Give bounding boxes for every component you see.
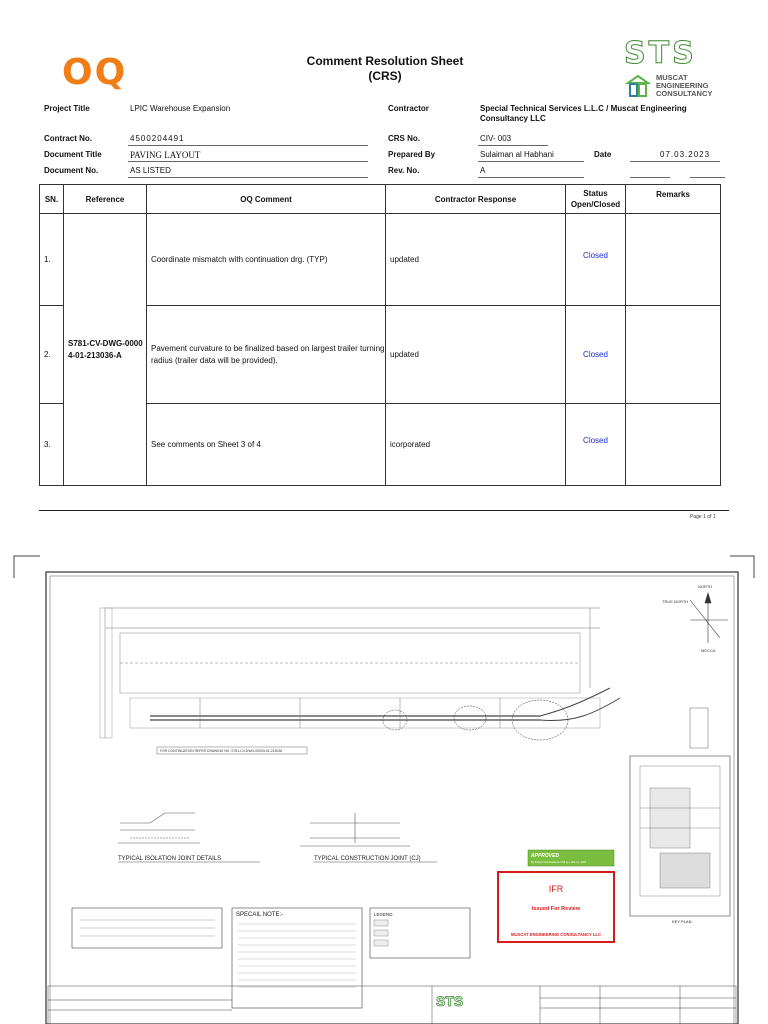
north-label: NORTH	[698, 584, 713, 589]
row-comment: Pavement curvature to be finalized based on largest trailer turning radius (trailer data will be provided).	[147, 306, 386, 404]
oq-logo: OQ	[62, 52, 128, 93]
header-reference: Reference	[64, 185, 147, 214]
legend-title: LEGEND	[374, 912, 393, 917]
row-comment: See comments on Sheet 3 of 4	[147, 404, 386, 486]
doc-no-underline	[128, 166, 368, 178]
contractor-label: Contractor	[388, 104, 429, 113]
header-sn: SN.	[40, 185, 64, 214]
title-block-sts-logo: STS	[436, 993, 464, 1009]
page-number: Page 1 of 1	[690, 514, 716, 520]
row-reference: S781-CV-DWG-00004-01-213036-A	[64, 214, 147, 486]
crs-table	[39, 184, 721, 486]
row-status: Closed	[566, 214, 626, 306]
row-status: Closed	[566, 306, 626, 404]
document-title-value: PAVING LAYOUT	[130, 150, 201, 160]
row-sn: 2.	[40, 306, 64, 404]
mecca-label: MECCA	[701, 648, 716, 653]
rev-no-underline	[478, 166, 584, 178]
doc-title-underline	[128, 150, 368, 162]
date-underline	[630, 150, 720, 162]
row-sn: 1.	[40, 214, 64, 306]
crs-no-label: CRS No.	[388, 134, 420, 143]
document-no-label: Document No.	[44, 166, 99, 175]
page-title	[270, 54, 500, 84]
contract-no-label: Contract No.	[44, 134, 92, 143]
row-response: updated	[386, 214, 566, 306]
project-title-label: Project Title	[44, 104, 90, 113]
special-note-title: SPECAIL NOTE:-	[236, 912, 284, 918]
table-header-row	[40, 185, 721, 214]
prepared-by-value: Sulaiman al Habhani	[480, 150, 554, 159]
crs-no-value: CIV- 003	[480, 134, 512, 143]
continuation-note: FOR CONTINUATION REFER DRAWING NO: S781-CV-DWG-00003-01-213036	[160, 749, 283, 753]
paving-layout-drawing	[0, 548, 768, 1024]
row-response: updated	[386, 306, 566, 404]
date-label: Date	[594, 150, 612, 159]
row-remarks	[626, 404, 721, 486]
blank-underline-1	[630, 166, 670, 178]
contractor-value-1: Special Technical Services L.L.C / Muscat Engineering	[480, 104, 687, 113]
approved-title: APPROVED	[531, 853, 560, 859]
footer-rule	[39, 510, 729, 511]
prepared-by-underline	[478, 150, 584, 162]
row-remarks	[626, 214, 721, 306]
header-comment: OQ Comment	[147, 185, 386, 214]
detail1-title: TYPICAL ISOLATION JOINT DETAILS	[118, 856, 222, 862]
sts-logo-text: STS	[624, 36, 697, 71]
document-title-label: Document Title	[44, 150, 102, 159]
row-sn: 3.	[40, 404, 64, 486]
row-comment: Coordinate mismatch with continuation drg. (TYP)	[147, 214, 386, 306]
date-value: 07.03.2023	[660, 150, 711, 159]
row-status: Closed	[566, 404, 626, 486]
sts-logo	[624, 36, 734, 99]
header-response: Contractor Response	[386, 185, 566, 214]
contract-no-underline	[128, 134, 368, 146]
ifr-sub: Issued For Review	[531, 906, 581, 912]
true-north-label: TRUE NORTH	[662, 599, 689, 604]
approved-by: By Kalyan Ghimbaska at 4:18 pm, Mar 14, 2023	[531, 861, 587, 864]
header-status	[566, 185, 626, 214]
contract-no-value: 4500204491	[130, 134, 185, 143]
prepared-by-label: Prepared By	[388, 150, 436, 159]
mec-logo	[624, 73, 734, 99]
contractor-value-2: Consultancy LLC	[480, 114, 546, 123]
row-remarks	[626, 306, 721, 404]
rev-no-label: Rev. No.	[388, 166, 420, 175]
blank-underline-2	[690, 166, 725, 178]
ifr-title: IFR	[548, 884, 564, 894]
mec-building-icon	[624, 73, 652, 99]
ifr-company: MUSCAT ENGINEERING CONSULTANCY LLC	[511, 932, 601, 937]
project-title-value: LPIC Warehouse Expansion	[130, 104, 231, 113]
header-remarks: Remarks	[626, 185, 721, 214]
title-line-2: (CRS)	[368, 69, 402, 83]
header-status-line2: Open/Closed	[570, 200, 621, 209]
title-line-1: Comment Resolution Sheet	[306, 54, 464, 68]
row-response: icorporated	[386, 404, 566, 486]
mec-logo-text: MUSCAT ENGINEERING CONSULTANCY	[656, 73, 713, 98]
key-plan-label: KEY PLAN	[672, 919, 692, 924]
detail2-title: TYPICAL CONSTRUCTION JOINT (CJ)	[314, 856, 421, 862]
header-status-line1: Status	[583, 189, 608, 198]
rev-no-value: A	[480, 166, 486, 175]
document-no-value: AS LISTED	[130, 166, 171, 175]
table-row	[40, 214, 721, 306]
crs-no-underline	[478, 134, 548, 146]
